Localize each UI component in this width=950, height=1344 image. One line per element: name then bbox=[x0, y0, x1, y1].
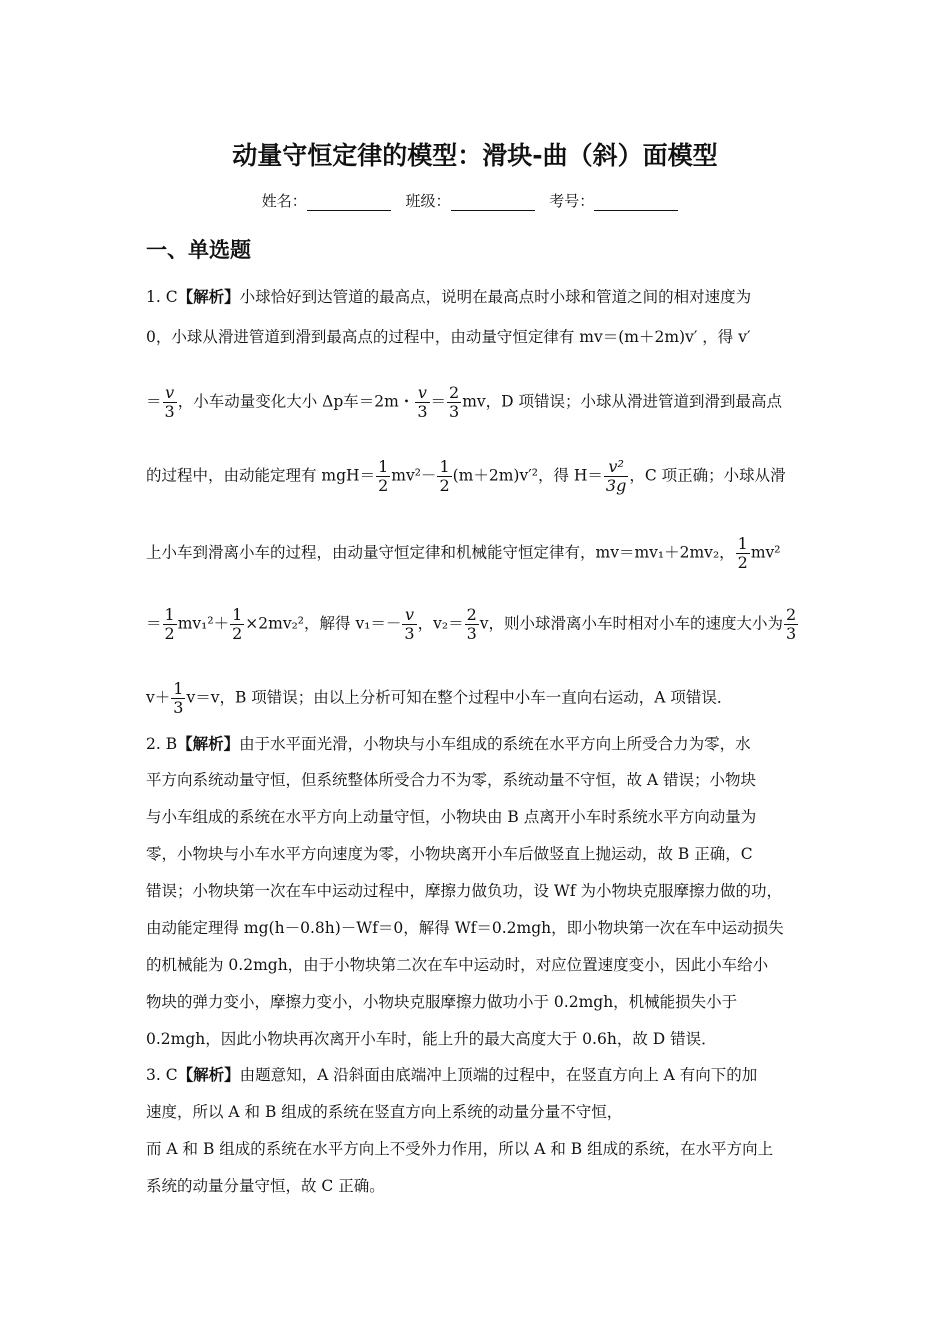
numerator: v² bbox=[608, 457, 624, 476]
q3-line-2: 速度，所以 A 和 B 组成的系统在竖直方向上系统的动量分量不守恒， bbox=[146, 1103, 623, 1121]
q2-tag: 【解析】 bbox=[177, 734, 240, 753]
q1-line-6 bbox=[146, 606, 811, 643]
denominator: 2 bbox=[164, 624, 175, 643]
q1-text: mv²－ bbox=[391, 466, 437, 485]
fraction bbox=[604, 458, 628, 495]
q2-line-8: 物块的弹力变小，摩擦力变小，小物块克服摩擦力做功小于 0.2mgh，机械能损失小于 bbox=[146, 993, 738, 1011]
q2-answer: B bbox=[165, 735, 178, 753]
q3-line-4: 系统的动量分量守恒，故 C 正确。 bbox=[146, 1177, 385, 1195]
class-label: 班级： bbox=[405, 192, 451, 210]
q3-line-3: 而 A 和 B 组成的系统在水平方向上不受外力作用，所以 A 和 B 组成的系统，在水平方向上 bbox=[146, 1140, 774, 1158]
fraction bbox=[230, 606, 244, 643]
q1-text: 0，小球从滑进管道到滑到最高点的过程中，由动量守恒定律有 mv＝(m＋2m)v′ ，得 v′ bbox=[146, 328, 751, 346]
exam-label: 考号： bbox=[549, 192, 595, 210]
q1-text: ，小车动量变化大小 Δp车＝2m・ bbox=[177, 392, 415, 411]
fraction bbox=[415, 384, 429, 421]
section-heading: 一、单选题 bbox=[146, 238, 251, 262]
denominator: 3 bbox=[449, 402, 460, 421]
q1-line-2 bbox=[146, 326, 811, 348]
q1-text: mv，D 项错误；小球从滑进管道到滑到最高点 bbox=[462, 392, 783, 411]
denominator: 3 bbox=[173, 698, 184, 717]
q3-line-1 bbox=[146, 1064, 811, 1086]
q1-number: 1. bbox=[146, 288, 161, 306]
numerator: 1 bbox=[737, 534, 748, 553]
class-blank[interactable] bbox=[451, 196, 535, 211]
numerator: 2 bbox=[786, 605, 797, 624]
q1-line-7 bbox=[146, 680, 811, 717]
numerator: 1 bbox=[232, 605, 243, 624]
q1-line-1 bbox=[146, 286, 811, 308]
fraction bbox=[171, 680, 185, 717]
q1-text: 小球恰好到达管道的最高点，说明在最高点时小球和管道之间的相对速度为 bbox=[239, 288, 752, 306]
fraction bbox=[437, 458, 451, 495]
q2-line-4: 零，小物块与小车水平方向速度为零，小物块离开小车后做竖直上抛运动，故 B 正确，C bbox=[146, 845, 753, 863]
q1-text: ，C 项正确；小球从滑 bbox=[629, 466, 786, 485]
denominator: 3 bbox=[404, 624, 415, 643]
denominator: 3 bbox=[466, 624, 477, 643]
q3-text: 由题意知，A 沿斜面由底端冲上顶端的过程中，在竖直方向上 A 有向下的加 bbox=[239, 1066, 758, 1084]
fraction bbox=[163, 606, 177, 643]
q3-number: 3. bbox=[146, 1066, 161, 1084]
name-label: 姓名： bbox=[261, 192, 307, 210]
q1-line-4 bbox=[146, 458, 811, 495]
q1-text: 上小车到滑离小车的过程，由动量守恒定律和机械能守恒定律有，mv＝mv₁＋2mv₂， bbox=[146, 543, 735, 562]
q1-text: (m＋2m)v′²，得 H＝ bbox=[452, 466, 603, 485]
student-info bbox=[0, 190, 950, 211]
denominator: 2 bbox=[439, 476, 450, 495]
denominator: 2 bbox=[232, 624, 243, 643]
q2-line-3: 与小车组成的系统在水平方向上动量守恒，小物块由 B 点离开小车时系统水平方向动量为 bbox=[146, 808, 757, 826]
q1-text: ＝ bbox=[430, 392, 447, 411]
denominator: 2 bbox=[378, 476, 389, 495]
fraction bbox=[447, 384, 461, 421]
numerator: 2 bbox=[449, 383, 460, 402]
q2-line-6: 由动能定理得 mg(h－0.8h)－Wf＝0，解得 Wf＝0.2mgh，即小物块第一次在车中运动损失 bbox=[146, 919, 784, 937]
q1-tag: 【解析】 bbox=[177, 287, 240, 306]
q1-text: mv₁²＋ bbox=[177, 614, 230, 633]
q2-line-9: 0.2mgh，因此小物块再次离开小车时，能上升的最大高度大于 0.6h，故 D 错误． bbox=[146, 1030, 717, 1048]
q1-text: ＝ bbox=[146, 392, 162, 411]
denominator: 2 bbox=[737, 553, 748, 572]
q1-text: v，则小球滑离小车时相对小车的速度大小为 bbox=[479, 614, 784, 633]
denominator: 3g bbox=[605, 476, 627, 495]
q1-text: ×2mv₂²，解得 v₁＝－ bbox=[245, 614, 402, 633]
fraction bbox=[465, 606, 479, 643]
q3-tag: 【解析】 bbox=[177, 1065, 240, 1084]
q2-text: 由于水平面光滑，小物块与小车组成的系统在水平方向上所受合力为零，水 bbox=[239, 735, 751, 753]
fraction bbox=[736, 535, 750, 572]
fraction bbox=[163, 384, 177, 421]
q1-line-3 bbox=[146, 384, 811, 421]
q1-text: ＝ bbox=[146, 614, 162, 633]
q2-line-7: 的机械能为 0.2mgh，由于小物块第二次在车中运动时，对应位置速度变小，因此小车给小 bbox=[146, 956, 769, 974]
q1-text: mv² bbox=[750, 543, 781, 562]
fraction bbox=[376, 458, 390, 495]
page-title: 动量守恒定律的模型：滑块-曲（斜）面模型 bbox=[232, 141, 718, 170]
numerator: 1 bbox=[439, 457, 450, 476]
fraction bbox=[784, 606, 798, 643]
q2-line-2: 平方向系统动量守恒，但系统整体所受合力不为零，系统动量不守恒，故 A 错误；小物块 bbox=[146, 771, 757, 789]
denominator: 3 bbox=[786, 624, 797, 643]
q2-number: 2. bbox=[146, 735, 161, 753]
q1-text: v＝v，B 项错误；由以上分析可知在整个过程中小车一直向右运动，A 项错误． bbox=[186, 688, 733, 707]
q1-text: ，v₂＝ bbox=[417, 614, 464, 633]
q2-line-1 bbox=[146, 733, 811, 755]
q1-text: 的过程中，由动能定理有 mgH＝ bbox=[146, 466, 376, 485]
numerator: v bbox=[404, 605, 415, 624]
denominator: 3 bbox=[164, 402, 175, 421]
denominator: 3 bbox=[417, 402, 428, 421]
fraction bbox=[402, 606, 416, 643]
numerator: v bbox=[165, 383, 175, 402]
name-blank[interactable] bbox=[307, 196, 391, 211]
numerator: v bbox=[417, 383, 427, 402]
numerator: 1 bbox=[164, 605, 175, 624]
q3-answer: C bbox=[165, 1066, 178, 1084]
numerator: 2 bbox=[466, 605, 477, 624]
numerator: 1 bbox=[378, 457, 389, 476]
q1-text: v＋ bbox=[146, 688, 171, 707]
q1-answer: C bbox=[165, 288, 178, 306]
q2-line-5: 错误；小物块第一次在车中运动过程中，摩擦力做负功，设 Wf 为小物块克服摩擦力做的功， bbox=[146, 882, 783, 900]
exam-blank[interactable] bbox=[594, 196, 678, 211]
q1-line-5 bbox=[146, 535, 811, 572]
numerator: 1 bbox=[173, 679, 184, 698]
